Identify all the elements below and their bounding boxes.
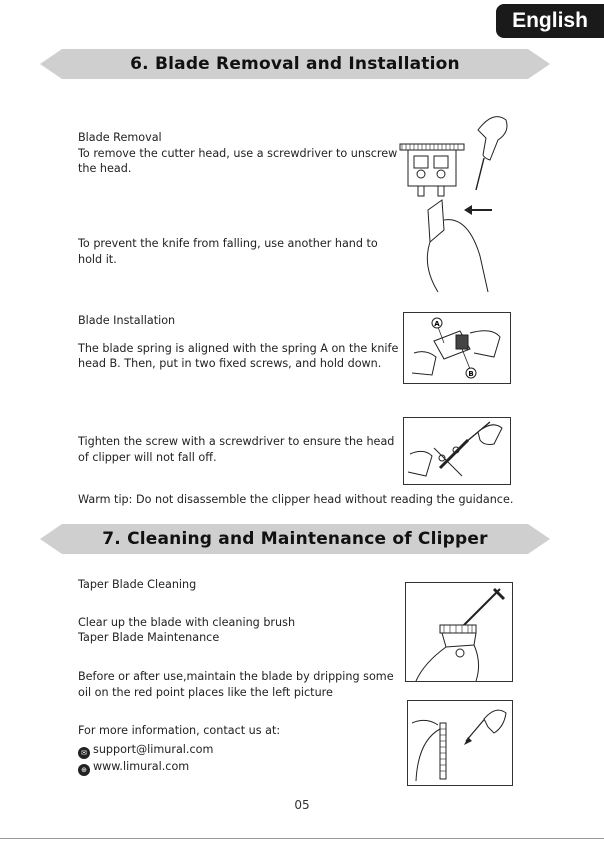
prevent-falling-illustration xyxy=(408,196,508,294)
blade-installation-block xyxy=(78,313,398,372)
knife-head-b-label: B xyxy=(468,370,474,378)
section-6-title: 6. Blade Removal and Installation xyxy=(130,54,460,74)
page-number: 05 xyxy=(294,798,310,812)
website-row xyxy=(78,759,280,776)
cleaning-text: Clear up the blade with cleaning brush xyxy=(78,615,296,629)
tighten-screw-block xyxy=(78,434,394,465)
spring-a-label: A xyxy=(434,320,440,328)
cleaning-heading: Taper Blade Cleaning xyxy=(78,578,197,591)
section-7-banner xyxy=(40,524,550,554)
contact-heading: For more information, contact us at: xyxy=(78,724,281,737)
warm-tip: Warm tip: Do not disassemble the clipper head without reading the guidance. xyxy=(78,493,514,506)
prevent-falling-block xyxy=(78,236,378,267)
maintenance-text-line2: oil on the red point places like the left picture xyxy=(78,685,333,699)
maintenance-block xyxy=(78,669,394,700)
cleaning-block xyxy=(78,577,295,646)
email-link[interactable]: support@limural.com xyxy=(93,742,214,756)
oil-drip-illustration xyxy=(407,700,513,786)
prevent-falling-text-line1: To prevent the knife from falling, use another hand to xyxy=(78,237,378,250)
maintenance-text-line1: Before or after use,maintain the blade by dripping some xyxy=(78,670,394,683)
blade-installation-illustration xyxy=(403,312,511,384)
contact-block xyxy=(78,723,280,776)
section-7-title: 7. Cleaning and Maintenance of Clipper xyxy=(102,529,488,549)
globe-icon: ⊕ xyxy=(78,764,90,776)
blade-installation-text-line2: head B. Then, put in two fixed screws, and hold down. xyxy=(78,357,382,370)
blade-installation-heading: Blade Installation xyxy=(78,314,176,327)
blade-removal-illustration xyxy=(398,110,518,200)
email-row xyxy=(78,742,280,759)
tighten-screw-text-line1: Tighten the screw with a screwdriver to ensure the head xyxy=(78,435,395,448)
maintenance-heading: Taper Blade Maintenance xyxy=(78,631,220,644)
email-icon: ✉ xyxy=(78,747,90,759)
section-6-banner xyxy=(40,49,550,79)
tighten-screw-text-line2: of clipper will not fall off. xyxy=(78,450,217,464)
blade-removal-text-line2: the head. xyxy=(78,162,132,175)
language-tab: English xyxy=(496,4,604,38)
prevent-falling-text-line2: hold it. xyxy=(78,252,117,266)
website-link[interactable]: www.limural.com xyxy=(93,759,190,773)
blade-removal-text-line1: To remove the cutter head, use a screwdriver to unscrew xyxy=(78,146,398,160)
blade-removal-heading: Blade Removal xyxy=(78,131,162,144)
blade-installation-text-line1: The blade spring is aligned with the spring A on the knife xyxy=(78,341,399,355)
page-bottom-rule xyxy=(0,838,604,839)
tighten-screw-illustration xyxy=(403,417,511,485)
blade-removal-block xyxy=(78,130,397,177)
cleaning-brush-illustration xyxy=(405,582,513,682)
